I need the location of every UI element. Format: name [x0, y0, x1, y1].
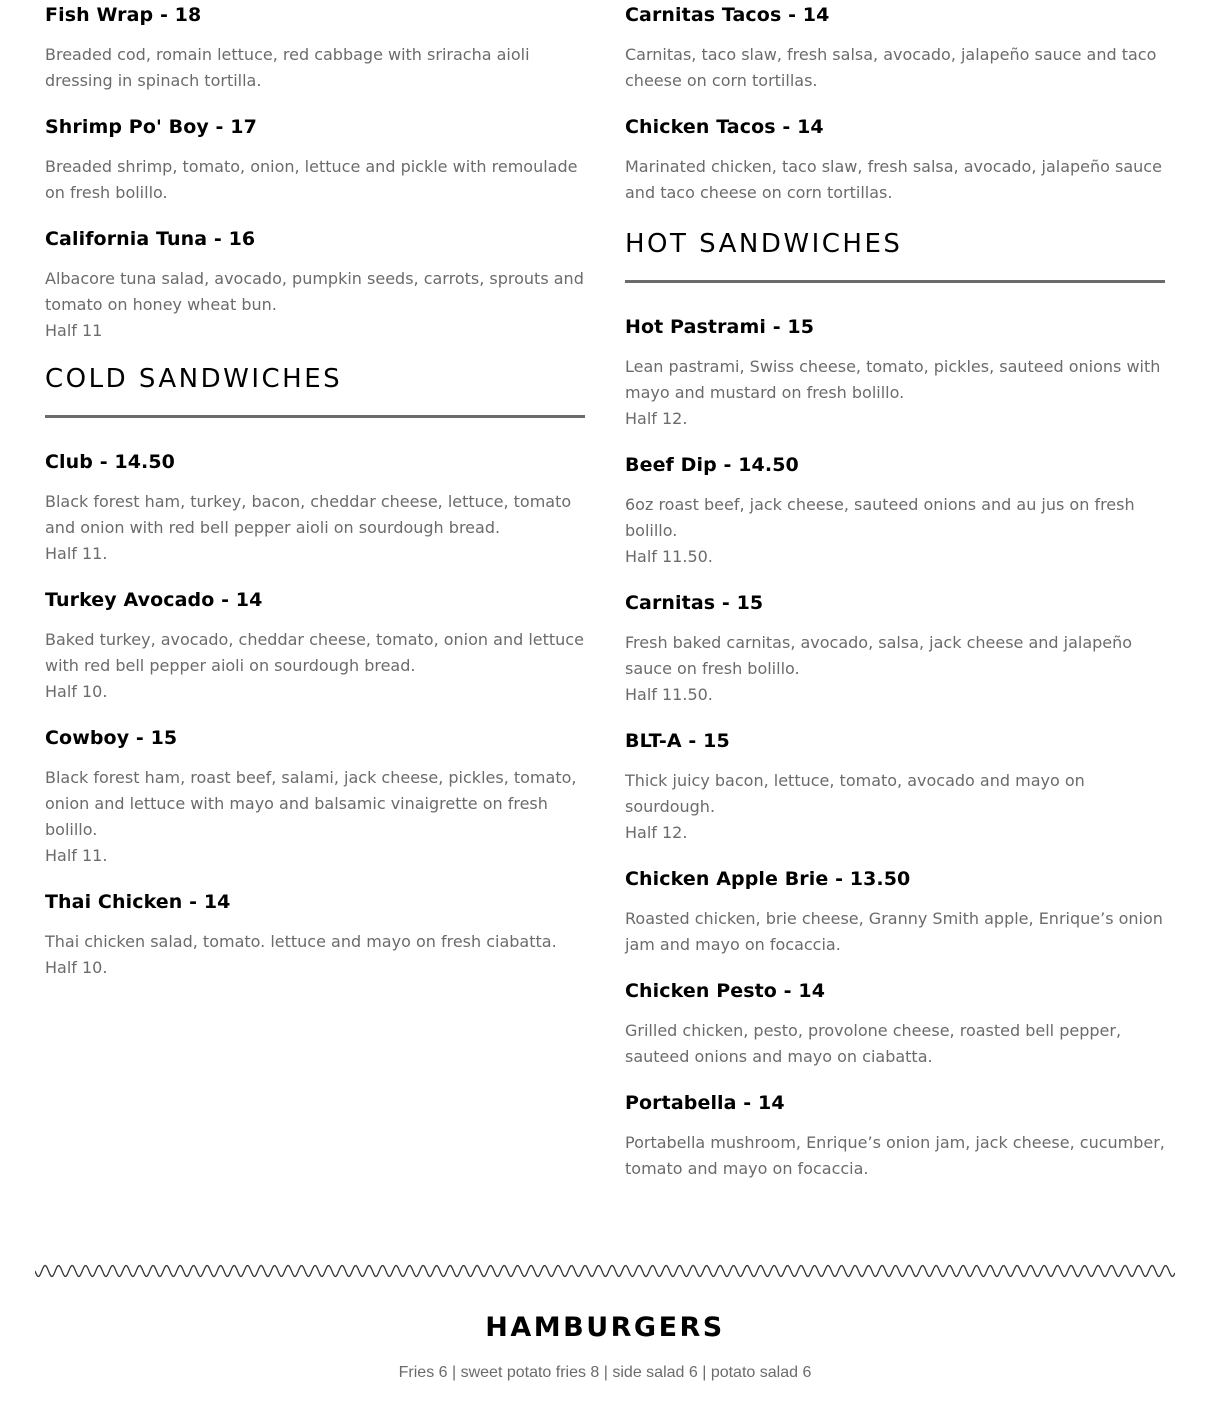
menu-item	[45, 447, 585, 567]
menu-item	[625, 1088, 1165, 1182]
menu-item-title: Cowboy - 15	[45, 727, 178, 749]
menu-item-description: Black forest ham, roast beef, salami, jack cheese, pickles, tomato, onion and lettuce with mayo and balsamic vinaigrette on fresh bolillo.	[45, 768, 577, 839]
menu-item	[45, 887, 585, 981]
menu-item-title: Chicken Pesto - 14	[625, 980, 826, 1002]
menu-item-description: Roasted chicken, brie cheese, Granny Smith apple, Enrique’s onion jam and mayo on focaccia.	[625, 909, 1163, 954]
menu-item-half-price: Half 10.	[45, 682, 108, 701]
menu-item-title: Shrimp Po' Boy - 17	[45, 116, 257, 138]
menu-item-half-price: Half 10.	[45, 958, 108, 977]
menu-item	[625, 312, 1165, 432]
menu-item-title: Hot Pastrami - 15	[625, 316, 815, 338]
menu-item-title: Club - 14.50	[45, 451, 175, 473]
menu-item	[45, 723, 585, 869]
hamburger-sides-list: Fries 6 | sweet potato fries 8 | side salad 6 | potato salad 6	[398, 1364, 812, 1381]
menu-item-title: BLT-A - 15	[625, 730, 730, 752]
menu-item	[625, 450, 1165, 570]
menu-item-description: Grilled chicken, pesto, provolone cheese, roasted bell pepper, sauteed onions and mayo on ciabatta.	[625, 1021, 1122, 1066]
menu-item-description: 6oz roast beef, jack cheese, sauteed onions and au jus on fresh bolillo.	[625, 495, 1135, 540]
menu-item	[625, 112, 1165, 206]
menu-item	[625, 726, 1165, 846]
menu-item-title: Carnitas Tacos - 14	[625, 4, 830, 26]
menu-item-title: Turkey Avocado - 14	[45, 589, 263, 611]
section-heading-hot-sandwiches: HOT SANDWICHES	[625, 229, 903, 259]
menu-item-title: Beef Dip - 14.50	[625, 454, 799, 476]
menu-item-half-price: Half 11.50.	[625, 547, 713, 566]
menu-item	[625, 976, 1165, 1070]
menu-item-title: Portabella - 14	[625, 1092, 785, 1114]
menu-item	[45, 224, 585, 344]
menu-item-description: Black forest ham, turkey, bacon, cheddar cheese, lettuce, tomato and onion with red bell pepper aioli on sourdough bread.	[45, 492, 572, 537]
menu-item-description: Carnitas, taco slaw, fresh salsa, avocado, jalapeño sauce and taco cheese on corn tortillas.	[625, 45, 1157, 90]
menu-item-description: Thai chicken salad, tomato. lettuce and mayo on fresh ciabatta.	[45, 932, 557, 951]
menu-item-description: Baked turkey, avocado, cheddar cheese, tomato, onion and lettuce with red bell pepper aioli on sourdough bread.	[45, 630, 584, 675]
menu-item-description: Lean pastrami, Swiss cheese, tomato, pickles, sauteed onions with mayo and mustard on fresh bolillo.	[625, 357, 1161, 402]
menu-item-title: Chicken Apple Brie - 13.50	[625, 868, 911, 890]
menu-item-title: California Tuna - 16	[45, 228, 256, 250]
menu-item-description: Breaded shrimp, tomato, onion, lettuce and pickle with remoulade on fresh bolillo.	[45, 157, 578, 202]
menu-item	[45, 0, 585, 94]
left-column	[45, 0, 585, 981]
menu-item	[625, 588, 1165, 708]
menu-item-half-price: Half 11.50.	[625, 685, 713, 704]
menu-item-description: Breaded cod, romain lettuce, red cabbage with sriracha aioli dressing in spinach tortilla.	[45, 45, 530, 90]
section-heading-cold-sandwiches: COLD SANDWICHES	[45, 364, 343, 394]
menu-item	[45, 112, 585, 206]
section-heading-hamburgers: HAMBURGERS	[485, 1312, 725, 1343]
menu-item-description: Albacore tuna salad, avocado, pumpkin seeds, carrots, sprouts and tomato on honey wheat bun.	[45, 269, 584, 314]
menu-item-half-price: Half 12.	[625, 409, 688, 428]
menu-item	[625, 0, 1165, 94]
menu-item-title: Carnitas - 15	[625, 592, 764, 614]
menu-item-description: Fresh baked carnitas, avocado, salsa, jack cheese and jalapeño sauce on fresh bolillo.	[625, 633, 1133, 678]
menu-item-description: Thick juicy bacon, lettuce, tomato, avocado and mayo on sourdough.	[625, 771, 1085, 816]
wavy-divider	[35, 1262, 1175, 1280]
menu-item	[625, 864, 1165, 958]
menu-item-half-price: Half 11	[45, 321, 103, 340]
right-column	[625, 0, 1165, 1182]
menu-item-title: Chicken Tacos - 14	[625, 116, 824, 138]
menu-item-half-price: Half 11.	[45, 846, 108, 865]
menu-item-description: Portabella mushroom, Enrique’s onion jam, jack cheese, cucumber, tomato and mayo on focaccia.	[625, 1133, 1165, 1178]
menu-item-title: Fish Wrap - 18	[45, 4, 202, 26]
menu-item-title: Thai Chicken - 14	[45, 891, 231, 913]
menu-item-description: Marinated chicken, taco slaw, fresh salsa, avocado, jalapeño sauce and taco cheese on corn tortillas.	[625, 157, 1162, 202]
menu-item-half-price: Half 12.	[625, 823, 688, 842]
menu-item	[45, 585, 585, 705]
menu-item-half-price: Half 11.	[45, 544, 108, 563]
